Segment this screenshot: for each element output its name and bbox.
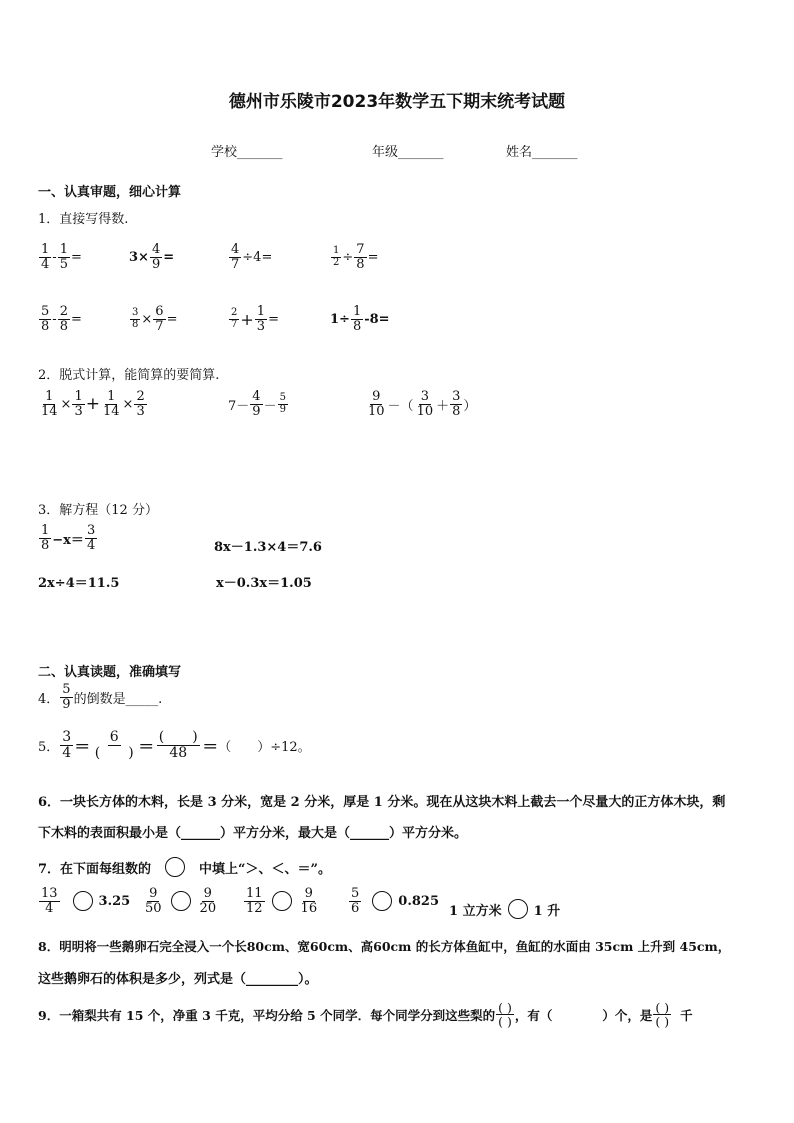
q2-expr-1: $\frac{1}{14}$ × $\frac{1}{3}$ + $\frac{1}{14}$ × $\frac{2}{3}$ bbox=[41, 389, 145, 419]
q1-item-1: $\frac{1}{4}$ - $\frac{1}{5}$ = bbox=[41, 242, 82, 272]
q1-label: 1．直接写得数. bbox=[38, 212, 129, 227]
q1-item-4: $\frac{1}{2}$ ÷ $\frac{7}{8}$ = bbox=[333, 242, 379, 272]
q6-line-1: 6．一块长方体的木料，长是 3 分米，宽是 2 分米，厚是 1 分米。现在从这块木料上截去一个尽量大的正方体木块，剩 bbox=[38, 795, 726, 810]
q3-eq-1: $\frac{1}{8}$ −x＝ $\frac{3}{4}$ bbox=[41, 523, 96, 553]
q3-eq-3: 2x÷4＝11.5 bbox=[38, 576, 120, 591]
q1-item-8: 1÷ $\frac{1}{8}$ -8= bbox=[330, 304, 390, 334]
q7-group-5: 1 立方米 1 升 bbox=[449, 899, 560, 919]
grade-field[interactable]: 年级_______ bbox=[372, 145, 444, 160]
q3-eq-2: 8x－1.3×4＝7.6 bbox=[214, 540, 322, 555]
q3-eq-4: x－0.3x＝1.05 bbox=[216, 576, 312, 591]
q7-group-2: $\frac{9}{50}$ $\frac{9}{20}$ bbox=[145, 886, 217, 916]
section-1-heading: 一、认真审题，细心计算 bbox=[38, 185, 182, 200]
compare-circle-1[interactable] bbox=[73, 891, 93, 911]
q7-group-3: $\frac{11}{12}$ $\frac{9}{16}$ bbox=[246, 886, 318, 916]
q4: 4． $\frac{5}{9}$ 的倒数是_____. bbox=[38, 682, 163, 712]
q1-item-6: $\frac{3}{8}$ × $\frac{6}{7}$ = bbox=[132, 304, 178, 334]
q6-line-2: 下木料的表面积最小是（______）平方分米，最大是（______）平方分米。 bbox=[38, 826, 468, 841]
q2-label: 2．脱式计算，能简算的要简算. bbox=[38, 368, 220, 383]
compare-circle-4[interactable] bbox=[372, 891, 392, 911]
q1-item-5: $\frac{5}{8}$ - $\frac{2}{8}$ = bbox=[41, 304, 82, 334]
q2-expr-2: 7－ $\frac{4}{9}$ － $\frac{5}{9}$ bbox=[228, 389, 286, 419]
q1-item-7: $\frac{2}{7}$ + $\frac{1}{3}$ = bbox=[231, 304, 279, 334]
q7-group-1: $\frac{13}{4}$ 3.25 bbox=[41, 886, 131, 916]
q5: 5． $\frac{3}{4}$ ＝ $\frac{6}{( )}$ ＝ $\frac{( )}{48}$ ＝ （ ）÷12。 bbox=[38, 729, 311, 761]
blank-circle-icon bbox=[165, 857, 185, 877]
q8-line-1: 8．明明将一些鹅卵石完全浸入一个长80cm、宽60cm、高60cm 的长方体鱼缸中，鱼缸的水面由 35cm 上升到 45cm， bbox=[38, 939, 731, 954]
section-2-heading: 二、认真读题，准确填写 bbox=[38, 665, 182, 680]
q8-line-2: 这些鹅卵石的体积是多少，列式是（________）。 bbox=[38, 972, 318, 987]
q1-item-2: 3× $\frac{4}{9}$ = bbox=[129, 242, 175, 272]
compare-circle-5[interactable] bbox=[508, 899, 528, 919]
name-field[interactable]: 姓名_______ bbox=[506, 145, 578, 160]
q3-label: 3．解方程（12 分） bbox=[38, 503, 158, 518]
q7-instruction: 7．在下面每组数的 中填上“＞、＜、＝”。 bbox=[38, 857, 331, 877]
compare-circle-3[interactable] bbox=[272, 891, 292, 911]
page-title: 德州市乐陵市2023年数学五下期末统考试题 bbox=[228, 92, 566, 112]
q1-item-3: $\frac{4}{7}$ ÷4= bbox=[231, 242, 273, 272]
q2-expr-3: $\frac{9}{10}$ －（ $\frac{3}{10}$ ＋ $\frac{3}{8}$ ） bbox=[368, 389, 477, 419]
q9: 9．一箱梨共有 15 个，净重 3 千克，平均分给 5 个同学．每个同学分到这些梨的 $\frac{( )}{( )}$ ，有（ ）个，是 $\frac{( )}{( )}$ 千 bbox=[38, 1000, 693, 1030]
school-field[interactable]: 学校_______ bbox=[211, 145, 283, 160]
compare-circle-2[interactable] bbox=[171, 891, 191, 911]
q7-group-4: $\frac{5}{6}$ 0.825 bbox=[351, 886, 439, 916]
